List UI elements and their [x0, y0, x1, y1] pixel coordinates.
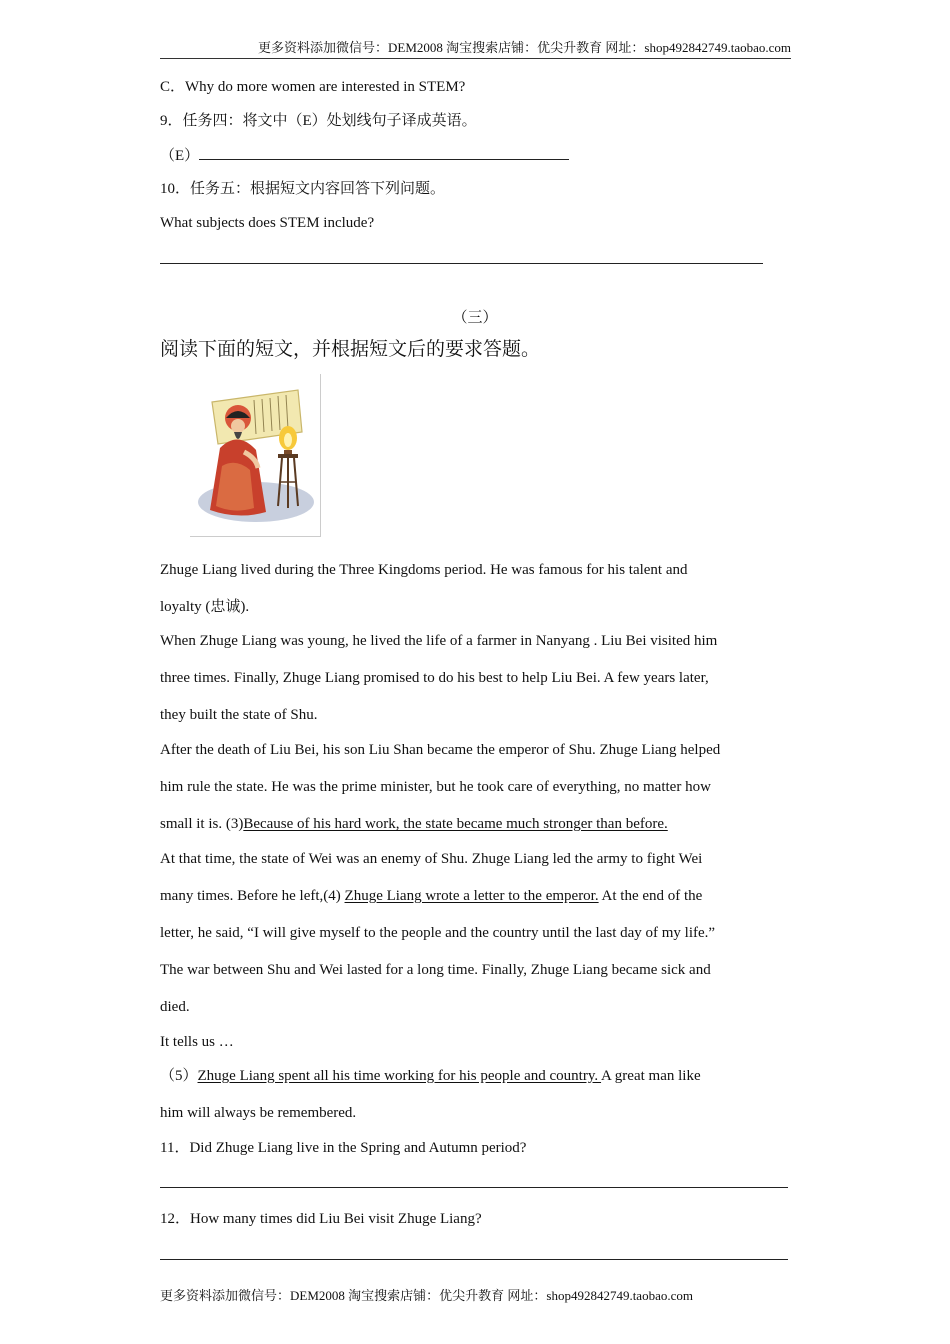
answer-line-q12[interactable]	[160, 1259, 788, 1260]
question-9: 9．任务四：将文中（E）处划线句子译成英语。	[160, 113, 477, 129]
passage-line-15-lead: （5）	[160, 1068, 198, 1084]
passage-line-10-tail: At the end of the	[598, 888, 703, 904]
underlined-sentence-3: Because of his hard work, the state became much stronger than before.	[243, 816, 668, 832]
answer-line-q11[interactable]	[160, 1187, 788, 1188]
passage-line-6: After the death of Liu Bei, his son Liu Shan became the emperor of Shu. Zhuge Liang helped	[160, 742, 721, 758]
passage-line-11: letter, he said, “I will give myself to the people and the country until the last day of my life.”	[160, 925, 716, 941]
passage-line-15-tail: A great man like	[601, 1068, 701, 1084]
passage-line-8-lead: small it is. (3)	[160, 816, 244, 832]
page-header: 更多资料添加微信号：DEM2008 淘宝搜索店铺：优尖升教育 网址：shop492842749.taobao.com	[160, 38, 791, 59]
passage-line-5: they built the state of Shu.	[160, 707, 318, 723]
underlined-sentence-5: Zhuge Liang spent all his time working for his people and country.	[197, 1068, 602, 1084]
question-10: 10．任务五：根据短文内容回答下列问题。	[160, 181, 446, 197]
section-heading: （三）	[452, 310, 498, 326]
underlined-sentence-4: Zhuge Liang wrote a letter to the emperor.	[344, 888, 599, 904]
zhuge-liang-illustration	[190, 374, 321, 537]
passage-line-3: When Zhuge Liang was young, he lived the life of a farmer in Nanyang . Liu Bei visited him	[160, 633, 718, 649]
illustration-graphic	[190, 374, 320, 536]
answer-blank-e[interactable]	[199, 145, 569, 160]
question-12: 12．How many times did Liu Bei visit Zhuge Liang?	[160, 1211, 482, 1227]
passage-line-15	[160, 1066, 701, 1086]
passage-line-1: Zhuge Liang lived during the Three Kingdoms period. He was famous for his talent and	[160, 562, 688, 578]
question-10-prompt: What subjects does STEM include?	[160, 215, 375, 231]
passage-line-10	[160, 886, 702, 906]
option-c: C．Why do more women are interested in STEM?	[160, 79, 466, 95]
passage-line-4: three times. Finally, Zhuge Liang promised to do his best to help Liu Bei. A few years later,	[160, 670, 709, 686]
passage-line-10-lead: many times. Before he left,(4)	[160, 888, 345, 904]
passage-line-8	[160, 814, 668, 834]
page-footer: 更多资料添加微信号：DEM2008 淘宝搜索店铺：优尖升教育 网址：shop492842749.taobao.com	[160, 1288, 693, 1303]
passage-line-7: him rule the state. He was the prime minister, but he took care of everything, no matter how	[160, 779, 711, 795]
passage-line-14: It tells us …	[160, 1034, 234, 1050]
passage-line-9: At that time, the state of Wei was an enemy of Shu. Zhuge Liang led the army to fight Wei	[160, 851, 703, 867]
section-instruction: 阅读下面的短文，并根据短文后的要求答题。	[160, 339, 541, 360]
passage-line-12: The war between Shu and Wei lasted for a long time. Finally, Zhuge Liang became sick and	[160, 962, 711, 978]
answer-line-q10[interactable]	[160, 263, 763, 264]
question-11: 11．Did Zhuge Liang live in the Spring and Autumn period?	[160, 1140, 527, 1156]
passage-line-16: him will always be remembered.	[160, 1105, 357, 1121]
passage-line-13: died.	[160, 999, 190, 1015]
question-9-answer	[160, 145, 569, 166]
passage-line-2: loyalty (忠诚).	[160, 599, 250, 615]
question-9-label: （E）	[160, 148, 200, 164]
